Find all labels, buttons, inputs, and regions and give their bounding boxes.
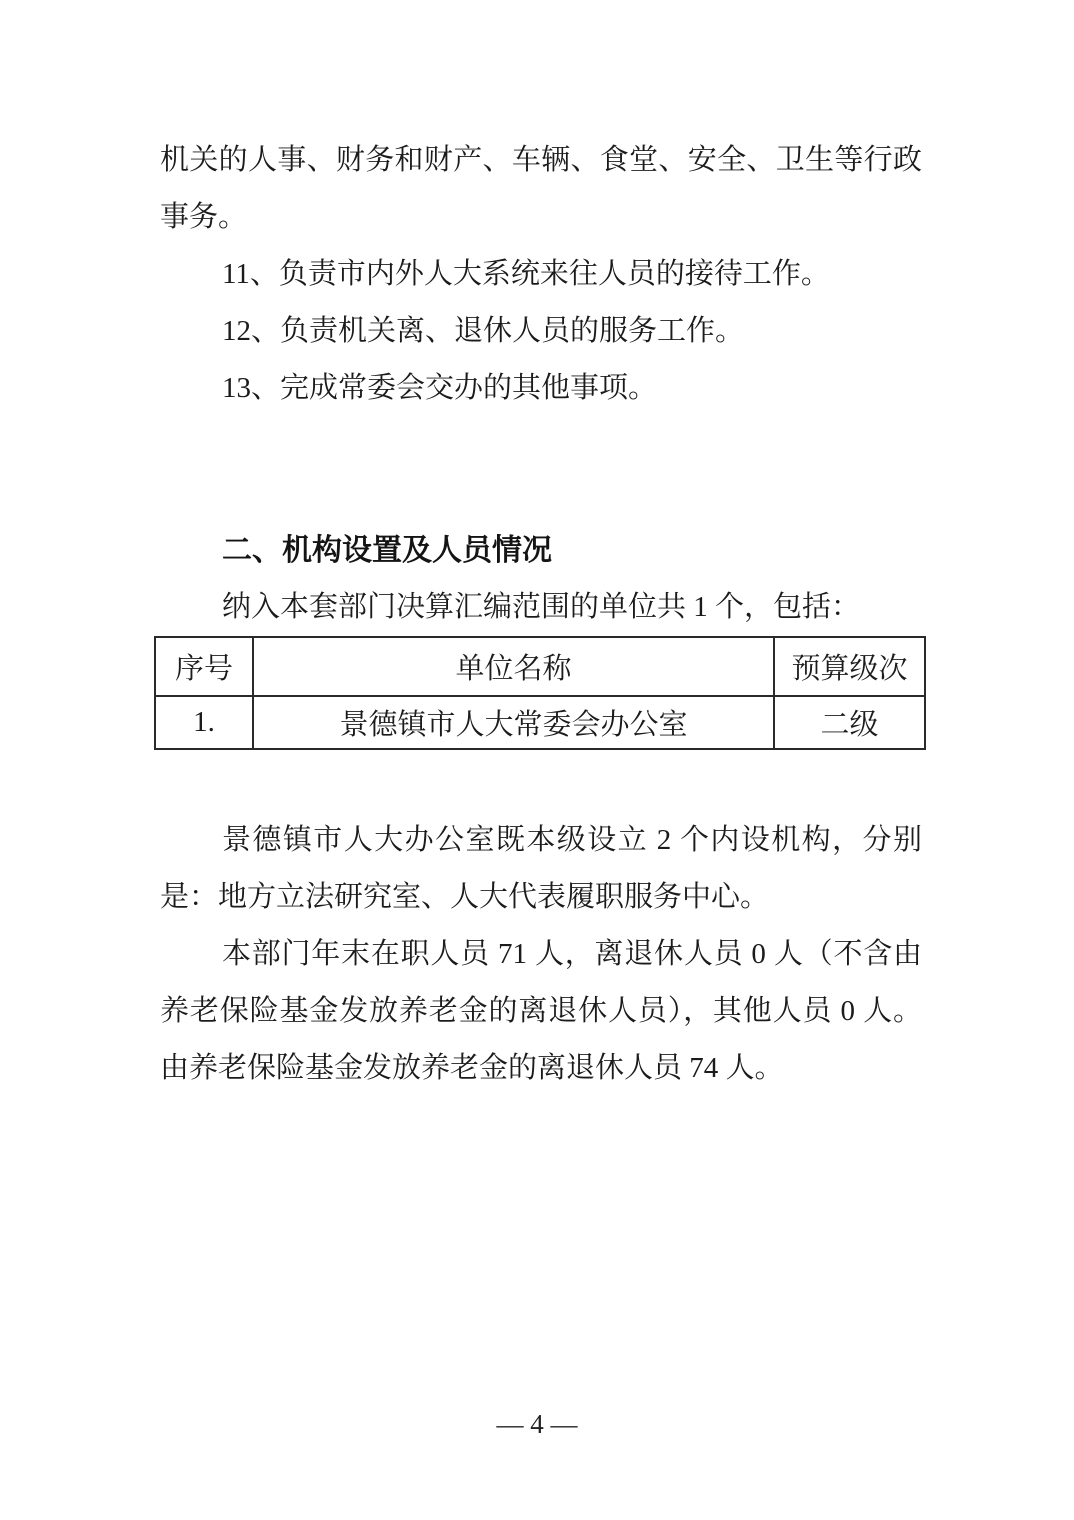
carryover-paragraph — [160, 132, 922, 246]
units-table — [154, 636, 926, 750]
duty-item: 12、负责机关离、退休人员的服务工作。 — [222, 315, 745, 347]
table-header-cell-unit-name: 单位名称 — [253, 637, 774, 696]
body-text-line: 本部门年末在职人员 71 人，离退休人员 0 人（不含由 — [222, 938, 922, 970]
body-text-line: 机关的人事、财务和财产、车辆、食堂、安全、卫生等行政 — [160, 144, 922, 176]
scope-line: 纳入本套部门决算汇编范围的单位共 1 个，包括： — [222, 591, 861, 623]
page-number: — 4 — — [496, 1409, 578, 1439]
section-heading: 二、机构设置及人员情况 — [222, 534, 552, 567]
body-text-line: 由养老保险基金发放养老金的离退休人员 74 人。 — [160, 1052, 784, 1084]
table-header-cell-budget-level: 预算级次 — [774, 637, 925, 696]
table-row — [155, 696, 925, 749]
document-body — [160, 132, 922, 1097]
body-text-line: 事务。 — [160, 201, 248, 233]
table-header-row — [155, 637, 925, 696]
body-text-line: 养老保险基金发放养老金的离退休人员），其他人员 0 人。 — [160, 995, 922, 1027]
table-cell-index: 1. — [155, 696, 253, 749]
duty-item: 13、完成常委会交办的其他事项。 — [222, 372, 658, 404]
table-header-cell-index: 序号 — [155, 637, 253, 696]
org-paragraph — [160, 812, 922, 1097]
duty-item: 11、负责市内外人大系统来往人员的接待工作。 — [222, 258, 830, 290]
body-text-line: 是：地方立法研究室、人大代表履职服务中心。 — [160, 881, 770, 913]
body-text-line: 景德镇市人大办公室既本级设立 2 个内设机构，分别 — [222, 824, 922, 856]
table-cell-budget-level: 二级 — [774, 696, 925, 749]
duty-list — [160, 246, 922, 417]
table-cell-unit-name: 景德镇市人大常委会办公室 — [253, 696, 774, 749]
